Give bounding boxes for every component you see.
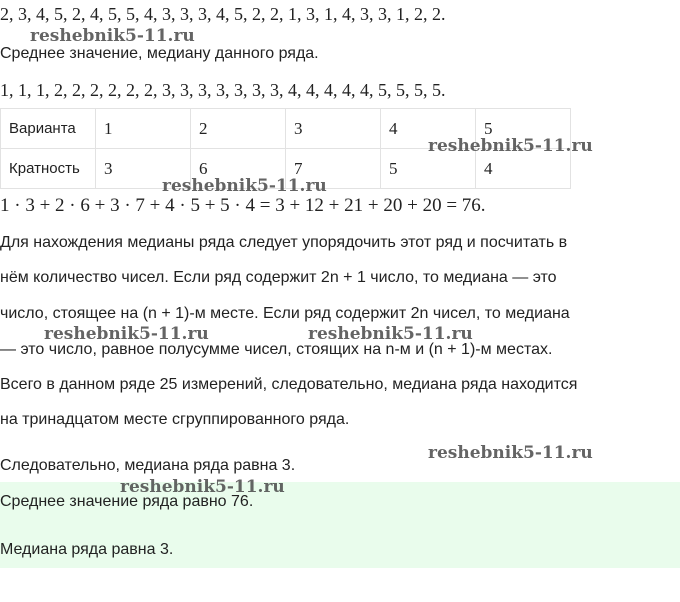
watermark: reshebnik5-11.ru <box>428 443 593 463</box>
watermark: reshebnik5-11.ru <box>44 324 209 344</box>
answer-median: Медиана ряда равна 3. <box>0 541 174 558</box>
paragraph-line: число, стоящее на (n + 1)-м месте. Если ряд содержит 2n чисел, то медиана <box>0 305 570 322</box>
table-cell: 1 <box>96 109 191 149</box>
table-cell: 3 <box>96 149 191 189</box>
sorted-series-line: 1, 1, 1, 2, 2, 2, 2, 2, 2, 3, 3, 3, 3, 3, 3, 3, 4, 4, 4, 4, 4, 5, 5, 5, 5. <box>0 80 446 100</box>
conclusion-text: Следовательно, медиана ряда равна 3. <box>0 457 296 474</box>
series-line: 2, 3, 4, 5, 2, 4, 5, 5, 4, 3, 3, 3, 4, 5, 2, 2, 1, 3, 1, 4, 3, 3, 1, 2, 2. <box>0 4 446 24</box>
task-text: Среднее значение, медиану данного ряда. <box>0 45 319 62</box>
row-label: Варианта <box>1 109 96 149</box>
watermark: reshebnik5-11.ru <box>120 477 285 497</box>
watermark: reshebnik5-11.ru <box>30 26 195 46</box>
sum-formula: 1 · 3 + 2 · 6 + 3 · 7 + 4 · 5 + 5 · 4 = 3 + 12 + 21 + 20 + 20 = 76. <box>0 195 486 216</box>
table-cell: 5 <box>381 149 476 189</box>
watermark: reshebnik5-11.ru <box>428 136 593 156</box>
watermark: reshebnik5-11.ru <box>162 176 327 196</box>
paragraph-line: на тринадцатом месте сгруппированного ряда. <box>0 411 350 428</box>
paragraph-line: — это число, равное полусумме чисел, стоящих на n-м и (n + 1)-м местах. <box>0 341 553 358</box>
paragraph-line: Для нахождения медианы ряда следует упорядочить этот ряд и посчитать в <box>0 234 568 251</box>
row-label: Кратность <box>1 149 96 189</box>
answer-mean: Среднее значение ряда равно 76. <box>0 493 254 510</box>
table-cell: 4 <box>381 109 476 149</box>
table-cell: 3 <box>286 109 381 149</box>
table-cell: 7 <box>286 149 381 189</box>
paragraph-line: нём количество чисел. Если ряд содержит 2n + 1 число, то медиана — это <box>0 269 557 286</box>
watermark: reshebnik5-11.ru <box>308 324 473 344</box>
table-cell: 6 <box>191 149 286 189</box>
table-cell: 2 <box>191 109 286 149</box>
table-cell: 5 <box>476 109 571 149</box>
table-cell: 4 <box>476 149 571 189</box>
paragraph-line: Всего в данном ряде 25 измерений, следовательно, медиана ряда находится <box>0 376 578 393</box>
